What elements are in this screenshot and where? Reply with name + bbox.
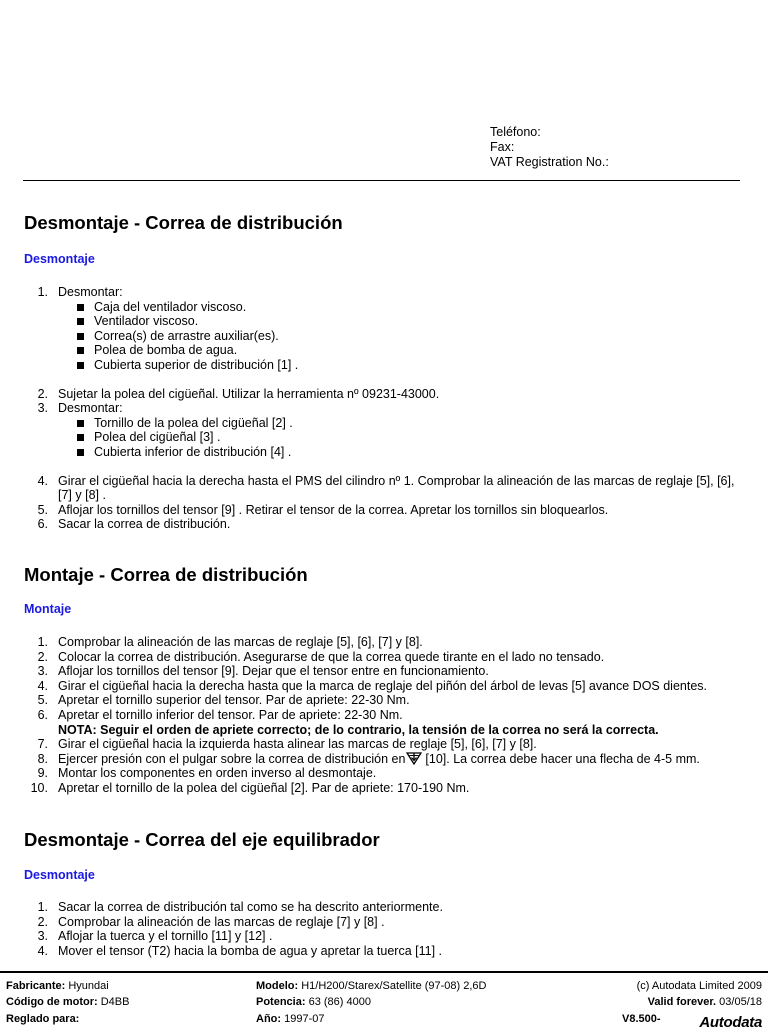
pressure-triangle-icon	[406, 752, 422, 765]
step-number: 1.	[37, 635, 48, 649]
reglado-label: Reglado para:	[6, 1013, 80, 1025]
step-number: 6.	[37, 707, 48, 722]
step-text: Sujetar la polea del cigüeñal. Utilizar la herramienta nº 09231-43000.	[58, 386, 440, 401]
vat-label: VAT Registration No.:	[490, 155, 609, 169]
step-text: Desmontar:	[58, 285, 123, 299]
sub-item: Correa(s) de arrastre auxiliar(es).	[76, 329, 740, 344]
footer-row	[6, 980, 762, 996]
version-label: V8.500-	[622, 1013, 661, 1025]
step-number: 5.	[37, 502, 48, 517]
contact-block	[490, 125, 609, 170]
ano-value: 1997-07	[284, 1013, 325, 1025]
step-text-after: [10]. La correa debe hacer una flecha de 4-5 mm.	[425, 751, 700, 766]
valid-label: Valid forever.	[647, 996, 717, 1008]
section-subtitle: Montaje	[24, 602, 72, 616]
step-text: Aflojar la tuerca y el tornillo [11] y [12] .	[58, 929, 273, 944]
step-text: Comprobar la alineación de las marcas de reglaje [7] y [8] .	[58, 914, 385, 929]
telefono-label: Teléfono:	[490, 125, 541, 139]
list-item	[24, 766, 740, 781]
step-number: 9.	[37, 766, 48, 781]
sub-item: Caja del ventilador viscoso.	[76, 300, 740, 315]
step-number: 2.	[37, 914, 48, 929]
step-text: Ejercer presión con el pulgar sobre la correa de distribución en	[58, 751, 406, 766]
list-item	[24, 679, 740, 694]
fabricante-value: Hyundai	[68, 980, 109, 992]
step-list	[24, 635, 740, 796]
modelo-value: H1/H200/Starex/Satellite (97-08) 2,6D	[301, 980, 487, 992]
step-number: 4.	[37, 678, 48, 693]
modelo-label: Modelo:	[256, 980, 299, 992]
list-item	[24, 781, 740, 796]
sub-list	[58, 416, 740, 460]
list-item	[24, 664, 740, 679]
step-text: Apretar el tornillo inferior del tensor. Par de apriete: 22-30 Nm.	[58, 707, 403, 722]
step-number: 3.	[37, 929, 48, 944]
step-text: Girar el cigüeñal hacia la derecha hasta el PMS del cilindro nº 1. Comprobar la alineación de las marcas de reglaje [5], [6], [7] y [8] .	[58, 473, 735, 503]
list-item	[24, 517, 740, 532]
step-number: 4.	[37, 473, 48, 488]
step-text: Sacar la correa de distribución tal como se ha descrito anteriormente.	[58, 900, 443, 914]
step-number: 5.	[37, 693, 48, 708]
step-number: 1.	[37, 900, 48, 914]
step-text: Aflojar los tornillos del tensor [9]. Dejar que el tensor entre en funcionamiento.	[58, 664, 489, 679]
step-text: Montar los componentes en orden inverso al desmontaje.	[58, 766, 377, 781]
list-item	[24, 503, 740, 518]
section-title: Desmontaje - Correa de distribución	[24, 212, 343, 233]
header-divider	[23, 180, 740, 181]
potencia-label: Potencia:	[256, 996, 306, 1008]
footer-row	[6, 1013, 762, 1029]
fax-label: Fax:	[490, 140, 515, 154]
list-item	[24, 915, 740, 930]
list-item	[24, 474, 740, 503]
sub-item: Cubierta inferior de distribución [4] .	[76, 445, 740, 460]
list-item	[24, 900, 740, 915]
autodata-logo: Autodata	[699, 1014, 762, 1031]
step-number: 2.	[37, 649, 48, 664]
list-item	[24, 285, 740, 373]
codigo-value: D4BB	[100, 996, 130, 1008]
list-item	[24, 929, 740, 944]
sub-item: Tornillo de la polea del cigüeñal [2] .	[76, 416, 740, 431]
step-list	[24, 900, 740, 958]
list-item	[24, 708, 740, 737]
list-item	[24, 635, 740, 650]
section-title: Montaje - Correa de distribución	[24, 564, 308, 585]
footer-row	[6, 996, 762, 1012]
sub-list	[58, 300, 740, 373]
section-subtitle: Desmontaje	[24, 868, 95, 882]
step-number: 1.	[37, 285, 48, 299]
step-number: 3.	[37, 664, 48, 679]
sub-item: Polea de bomba de agua.	[76, 343, 740, 358]
step-text: Sacar la correa de distribución.	[58, 517, 231, 532]
step-number: 2.	[37, 386, 48, 401]
step-list	[24, 285, 740, 532]
list-item	[24, 752, 740, 767]
list-item	[24, 693, 740, 708]
step-number: 4.	[37, 943, 48, 958]
list-item	[24, 401, 740, 459]
sub-item: Polea del cigüeñal [3] .	[76, 430, 740, 445]
step-text: Girar el cigüeñal hacia la izquierda hasta alinear las marcas de reglaje [5], [6], [7] y [8].	[58, 737, 537, 752]
step-text: Apretar el tornillo de la polea del cigüeñal [2]. Par de apriete: 170-190 Nm.	[58, 780, 470, 795]
step-number: 7.	[37, 737, 48, 752]
list-item	[24, 650, 740, 665]
step-number: 8.	[37, 751, 48, 766]
sub-item: Ventilador viscoso.	[76, 314, 740, 329]
list-item	[24, 737, 740, 752]
step-text: Mover el tensor (T2) hacia la bomba de agua y apretar la tuerca [11] .	[58, 943, 442, 958]
date-value: 03/05/18	[719, 996, 762, 1008]
step-number: 10.	[30, 780, 48, 795]
codigo-label: Código de motor:	[6, 996, 98, 1008]
step-text: Girar el cigüeñal hacia la derecha hasta que la marca de reglaje del piñón del árbol de levas [5] avance DOS dientes.	[58, 678, 708, 693]
step-text: Colocar la correa de distribución. Asegurarse de que la correa quede tirante en el lado no tensado.	[58, 649, 605, 664]
step-text: Aflojar los tornillos del tensor [9] . Retirar el tensor de la correa. Apretar los tornillos sin bloquearlos.	[58, 502, 609, 517]
step-text: Apretar el tornillo superior del tensor. Par de apriete: 22-30 Nm.	[58, 693, 410, 708]
list-item	[24, 944, 740, 959]
warning-note: NOTA: Seguir el orden de apriete correcto; de lo contrario, la tensión de la correa no será la correcta.	[58, 722, 659, 737]
step-text: Desmontar:	[58, 401, 123, 416]
list-item	[24, 387, 740, 402]
step-number: 6.	[37, 517, 48, 532]
section-title: Desmontaje - Correa del eje equilibrador	[24, 829, 380, 850]
copyright: (c) Autodata Limited 2009	[636, 980, 762, 992]
step-text: Comprobar la alineación de las marcas de reglaje [5], [6], [7] y [8].	[58, 635, 423, 649]
sub-item: Cubierta superior de distribución [1] .	[76, 358, 740, 373]
potencia-value: 63 (86) 4000	[308, 996, 371, 1008]
ano-label: Año:	[256, 1013, 282, 1025]
section-subtitle: Desmontaje	[24, 252, 95, 266]
step-number: 3.	[37, 401, 48, 416]
fabricante-label: Fabricante:	[6, 980, 66, 992]
